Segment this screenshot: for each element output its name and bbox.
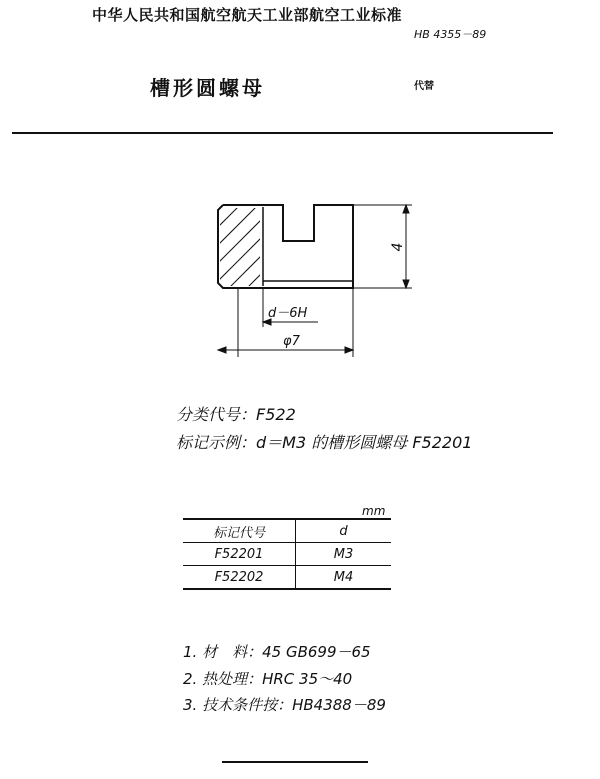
note-value: 45 GB699－65 <box>262 643 371 661</box>
classification-code <box>176 402 296 425</box>
cell-marking-code: F52201 <box>183 543 296 566</box>
header-d: d <box>339 523 348 539</box>
table-header-row <box>183 519 391 543</box>
nut-section-outline <box>218 205 353 288</box>
note-label: 1. 材 料： <box>183 643 263 661</box>
replaces-label: 代替 <box>414 81 434 92</box>
marking-example-value: d＝M3 的槽形圆螺母 F52201 <box>256 433 473 452</box>
thread-dimension-label: d－6H <box>268 306 308 321</box>
standard-number: HB 4355－89 <box>414 28 487 41</box>
issuing-organization: 中华人民共和国航空航天工业部航空工业标准 <box>92 6 403 24</box>
note-material <box>183 641 371 662</box>
note-value: HRC 35～40 <box>262 670 353 688</box>
document-title: 槽形圆螺母 <box>150 76 265 100</box>
cell-d: M4 <box>333 569 354 585</box>
marking-example <box>176 430 472 453</box>
height-dimension-label: 4 <box>390 242 406 252</box>
marking-example-label: 标记示例： <box>176 433 257 452</box>
table-unit: mm <box>362 504 386 518</box>
cell-marking-code: F52202 <box>183 566 296 590</box>
note-label: 3. 技术条件按： <box>183 696 293 714</box>
note-value: HB4388－89 <box>292 696 386 714</box>
table-row <box>183 566 391 590</box>
table-row <box>183 543 391 566</box>
header-marking-code: 标记代号 <box>183 519 296 543</box>
classification-code-value: F522 <box>256 405 296 424</box>
header-divider <box>12 132 553 134</box>
note-label: 2. 热处理： <box>183 670 263 688</box>
dimension-table <box>183 518 391 590</box>
nut-technical-drawing <box>190 195 420 365</box>
classification-code-label: 分类代号： <box>176 405 257 424</box>
diameter-dimension-label: φ7 <box>283 334 300 349</box>
end-rule <box>222 761 368 763</box>
note-technical-conditions <box>183 694 386 715</box>
cell-d: M3 <box>333 546 354 562</box>
note-heat-treatment <box>183 668 352 689</box>
